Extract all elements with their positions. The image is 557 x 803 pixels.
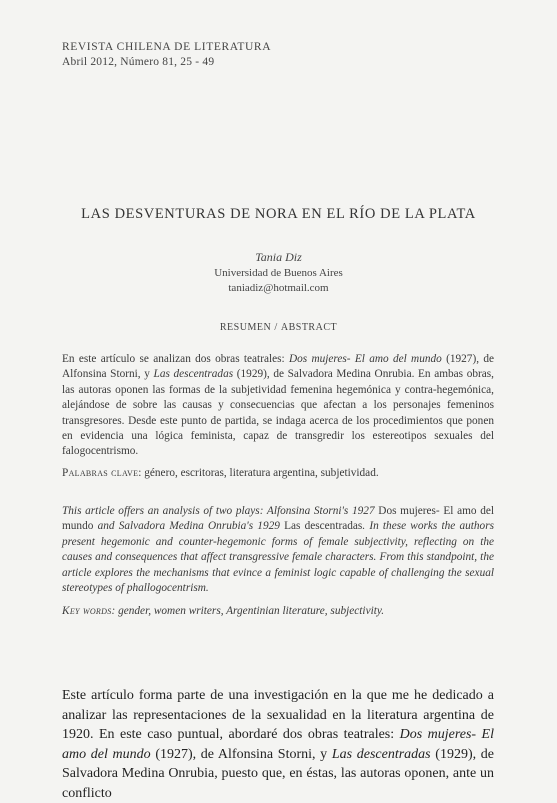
author-email: taniadiz@hotmail.com bbox=[228, 282, 329, 294]
author-name: Tania Diz bbox=[255, 250, 302, 264]
abstract-es-text-1: En este artículo se analizan dos obras teatrales: bbox=[62, 353, 289, 365]
abstract-heading-es: RESUMEN bbox=[219, 322, 272, 333]
abstract-en-text-3: . In these works the authors present hegemonic and counter-hegemonic forms of female subjectivity, reflecting on the causes and consequences that affect transgressive female characters. From this standpoint, the article explores the mechanisms that evince a feminist logic capable of challenging the sexual stereotypes of phallogocentrism. bbox=[62, 520, 494, 595]
body-text-2: (1927), de Alfonsina Storni, y bbox=[150, 746, 332, 762]
abstract-es-text-3: (1929), de Salvadora Medina Onrubia. En ambas obras, las autoras oponen las formas de la subjetividad femenina hegemónica y contra-hegemónica, alejándose de sobre las causas y consecuencias que afectan a los personajes femeninos transgresores. Desde este punto de partida, se indaga acerca de los procedimientos que ponen en evidencia una lógica feminista, capaz de transgredir los estereotipos sexuales del falogocentrismo. bbox=[62, 368, 494, 458]
author-affiliation: Universidad de Buenos Aires bbox=[214, 267, 343, 279]
journal-name: REVISTA CHILENA DE LITERATURA bbox=[62, 41, 272, 53]
journal-header bbox=[62, 40, 271, 70]
keywords-en bbox=[62, 604, 494, 619]
body-work-1: Dos mujeres- El amo del mundo bbox=[62, 727, 494, 762]
keywords-en-list: : gender, women writers, Argentinian literature, subjectivity. bbox=[111, 605, 385, 617]
body-text-3: (1929), de Salvadora Medina Onrubia, puesto que, en éstas, las autoras oponen, ante un conflicto bbox=[62, 746, 494, 801]
abstract-heading bbox=[0, 322, 557, 333]
body-work-2: Las descentradas bbox=[331, 746, 431, 762]
keywords-en-label: Key words bbox=[62, 605, 112, 617]
journal-issue: Abril 2012, Número 81, 25 - 49 bbox=[62, 56, 215, 68]
keywords-es-list: : género, escritoras, literatura argentina, subjetividad. bbox=[138, 467, 379, 479]
abstract-es-work-2: Las descentradas bbox=[153, 368, 234, 381]
body-paragraph bbox=[62, 686, 494, 803]
abstract-es-text-2: (1927), de Alfonsina Storni, y bbox=[62, 353, 494, 381]
abstract-heading-sep: / bbox=[271, 322, 281, 333]
abstract-en-work-2: Las descentradas bbox=[284, 520, 363, 533]
keywords-es-label: Palabras clave bbox=[62, 467, 139, 479]
article-title: LAS DESVENTURAS DE NORA EN EL RÍO DE LA PLATA bbox=[81, 206, 476, 222]
abstract-en-work-1: Dos mujeres- El amo del mundo bbox=[62, 505, 494, 533]
abstract-en-text-1: This article offers an analysis of two plays: Alfonsina Storni's 1927 bbox=[62, 505, 379, 517]
abstract-es-work-1: Dos mujeres- El amo del mundo bbox=[288, 353, 442, 365]
abstract-en bbox=[62, 504, 494, 596]
body-text-1: Este artículo forma parte de una investigación en la que me he dedicado a analizar las representaciones de la sexualidad en la literatura argentina de 1920. En este caso puntual, abordaré dos obras teatrales: bbox=[62, 688, 494, 742]
author-block bbox=[0, 250, 557, 296]
abstract-es bbox=[62, 352, 494, 460]
abstract-en-text-2: and Salvadora Medina Onrubia's 1929 bbox=[93, 520, 285, 533]
abstract-heading-en: ABSTRACT bbox=[280, 322, 338, 333]
keywords-es bbox=[62, 466, 494, 481]
